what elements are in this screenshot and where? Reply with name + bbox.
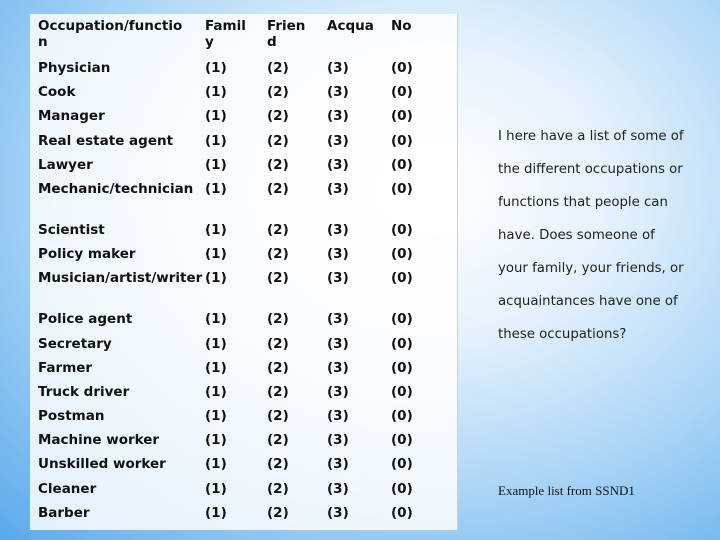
cell-friend: (2) <box>267 311 289 328</box>
description-text <box>498 120 703 351</box>
cell-friend: (2) <box>267 84 289 101</box>
cell-no: (0) <box>391 270 413 287</box>
cell-family: (1) <box>205 359 227 376</box>
cell-no: (0) <box>391 311 413 328</box>
cell-friend: (2) <box>267 408 289 425</box>
cell-occupation: Real estate agent <box>38 132 174 149</box>
cell-friend: (2) <box>267 383 289 400</box>
cell-acqua: (3) <box>327 456 349 473</box>
cell-no: (0) <box>391 180 413 197</box>
cell-no: (0) <box>391 108 413 125</box>
cell-acqua: (3) <box>327 221 349 238</box>
cell-no: (0) <box>391 359 413 376</box>
cell-family: (1) <box>205 311 227 328</box>
cell-family: (1) <box>205 246 227 263</box>
cell-friend: (2) <box>267 432 289 449</box>
description-line: the different occupations or <box>498 162 683 177</box>
cell-occupation: Lawyer <box>38 156 93 173</box>
cell-family: (1) <box>205 221 227 238</box>
cell-family: (1) <box>205 270 227 287</box>
cell-no: (0) <box>391 246 413 263</box>
cell-family: (1) <box>205 383 227 400</box>
header-acqua: Acqua <box>327 18 374 34</box>
cell-occupation: Mechanic/technician <box>38 180 194 197</box>
table-row <box>38 505 445 529</box>
cell-family: (1) <box>205 180 227 197</box>
table-row <box>38 456 445 480</box>
description-line: these occupations? <box>498 327 627 342</box>
cell-family: (1) <box>205 156 227 173</box>
table-row <box>38 181 445 222</box>
table-row <box>38 270 445 311</box>
cell-acqua: (3) <box>327 156 349 173</box>
cell-no: (0) <box>391 432 413 449</box>
cell-friend: (2) <box>267 221 289 238</box>
cell-occupation: Truck driver <box>38 383 130 400</box>
cell-family: (1) <box>205 408 227 425</box>
cell-acqua: (3) <box>327 180 349 197</box>
cell-acqua: (3) <box>327 60 349 76</box>
cell-acqua: (3) <box>327 408 349 425</box>
cell-occupation: Secretary <box>38 335 112 352</box>
cell-friend: (2) <box>267 335 289 352</box>
cell-occupation: Musician/artist/writer <box>38 270 203 287</box>
table-row <box>38 60 445 84</box>
cell-family: (1) <box>205 84 227 101</box>
cell-occupation: Postman <box>38 408 105 425</box>
cell-occupation: Policy maker <box>38 246 136 263</box>
cell-acqua: (3) <box>327 359 349 376</box>
header-no: No <box>391 18 412 34</box>
table-row <box>38 311 445 335</box>
cell-friend: (2) <box>267 132 289 149</box>
table-row <box>38 384 445 408</box>
cell-family: (1) <box>205 108 227 125</box>
table-row <box>38 246 445 270</box>
cell-friend: (2) <box>267 156 289 173</box>
table-row <box>38 157 445 181</box>
cell-occupation: Barber <box>38 504 90 521</box>
table-row <box>38 222 445 246</box>
cell-acqua: (3) <box>327 432 349 449</box>
description-line: have. Does someone of <box>498 228 655 243</box>
cell-occupation: Machine worker <box>38 432 160 449</box>
cell-family: (1) <box>205 480 227 497</box>
cell-no: (0) <box>391 504 413 521</box>
header-occupation: Occupation/function <box>38 18 183 50</box>
table-row <box>38 133 445 157</box>
cell-no: (0) <box>391 408 413 425</box>
cell-family: (1) <box>205 335 227 352</box>
cell-no: (0) <box>391 335 413 352</box>
table-row <box>38 432 445 456</box>
cell-friend: (2) <box>267 456 289 473</box>
cell-acqua: (3) <box>327 504 349 521</box>
cell-friend: (2) <box>267 180 289 197</box>
cell-occupation: Police agent <box>38 311 133 328</box>
cell-family: (1) <box>205 504 227 521</box>
cell-acqua: (3) <box>327 84 349 101</box>
cell-acqua: (3) <box>327 132 349 149</box>
table-row <box>38 108 445 132</box>
cell-no: (0) <box>391 60 413 76</box>
table-row <box>38 336 445 360</box>
cell-friend: (2) <box>267 359 289 376</box>
cell-no: (0) <box>391 221 413 238</box>
cell-occupation: Physician <box>38 60 111 76</box>
description-line: acquaintances have one of <box>498 294 678 309</box>
table-row <box>38 408 445 432</box>
table-row <box>38 84 445 108</box>
header-family: Family <box>205 18 246 50</box>
cell-no: (0) <box>391 156 413 173</box>
cell-acqua: (3) <box>327 335 349 352</box>
description-line: functions that people can <box>498 195 668 210</box>
cell-no: (0) <box>391 132 413 149</box>
description-line: I here have a list of some of <box>498 129 684 144</box>
cell-friend: (2) <box>267 246 289 263</box>
cell-family: (1) <box>205 60 227 76</box>
cell-family: (1) <box>205 456 227 473</box>
cell-occupation: Unskilled worker <box>38 456 166 473</box>
cell-acqua: (3) <box>327 480 349 497</box>
cell-friend: (2) <box>267 108 289 125</box>
cell-friend: (2) <box>267 270 289 287</box>
table-row <box>38 360 445 384</box>
cell-no: (0) <box>391 84 413 101</box>
cell-friend: (2) <box>267 504 289 521</box>
cell-no: (0) <box>391 383 413 400</box>
figure-caption: Example list from SSND1 <box>498 483 635 498</box>
cell-occupation: Cook <box>38 84 76 101</box>
occupation-table <box>38 18 445 529</box>
cell-occupation: Manager <box>38 108 105 125</box>
cell-acqua: (3) <box>327 383 349 400</box>
cell-occupation: Farmer <box>38 359 93 376</box>
cell-occupation: Scientist <box>38 221 105 238</box>
cell-occupation: Cleaner <box>38 480 97 497</box>
cell-acqua: (3) <box>327 270 349 287</box>
cell-acqua: (3) <box>327 311 349 328</box>
table-header-row <box>38 18 445 60</box>
table-row <box>38 481 445 505</box>
cell-no: (0) <box>391 456 413 473</box>
cell-friend: (2) <box>267 480 289 497</box>
description-line: your family, your friends, or <box>498 261 684 276</box>
cell-acqua: (3) <box>327 246 349 263</box>
header-friend: Friend <box>267 18 306 50</box>
cell-no: (0) <box>391 480 413 497</box>
cell-family: (1) <box>205 132 227 149</box>
cell-acqua: (3) <box>327 108 349 125</box>
cell-friend: (2) <box>267 60 289 76</box>
cell-family: (1) <box>205 432 227 449</box>
